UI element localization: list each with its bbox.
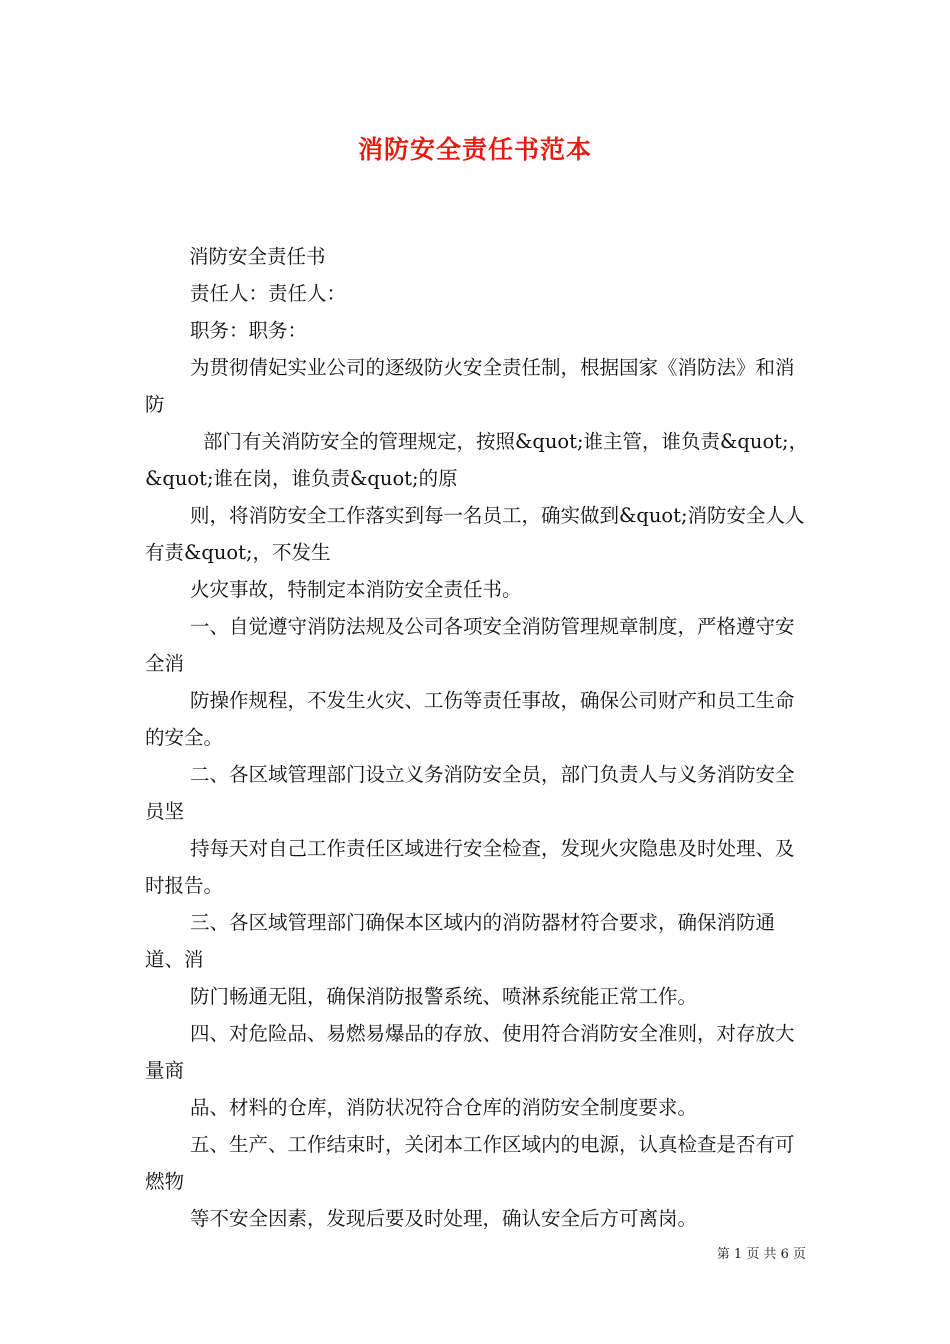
paragraph: 五、生产、工作结束时，关闭本工作区域内的电源，认真检查是否有可燃物 <box>145 1133 795 1193</box>
paragraph: 为贯彻倩妃实业公司的逐级防火安全责任制，根据国家《消防法》和消防 <box>145 356 795 416</box>
paragraph: 三、各区域管理部门确保本区域内的消防器材符合要求，确保消防通道、消 <box>145 911 776 971</box>
paragraph: 部门有关消防安全的管理规定，按照&quot;谁主管，谁负责&quot;，&quot;谁在岗，谁负责&quot;的原 <box>145 430 809 490</box>
paragraph: 一、自觉遵守消防法规及公司各项安全消防管理规章制度，严格遵守安全消 <box>145 615 795 675</box>
document-title: 消防安全责任书范本 <box>357 135 592 164</box>
paragraph: 持每天对自己工作责任区域进行安全检查，发现火灾隐患及时处理、及时报告。 <box>145 837 795 897</box>
paragraph: 等不安全因素，发现后要及时处理，确认安全后方可离岗。 <box>190 1207 698 1230</box>
position-line: 职务：职务： <box>190 319 308 342</box>
paragraph: 则，将消防安全工作落实到每一名员工，确实做到&quot;消防安全人人有责&quot;，不发生 <box>145 504 805 564</box>
paragraph: 防门畅通无阻，确保消防报警系统、喷淋系统能正常工作。 <box>190 985 698 1008</box>
paragraph: 四、对危险品、易燃易爆品的存放、使用符合消防安全准则，对存放大量商 <box>145 1022 795 1082</box>
paragraph: 二、各区域管理部门设立义务消防安全员，部门负责人与义务消防安全员坚 <box>145 763 795 823</box>
page-indicator: 第 1 页 共 6 页 <box>716 1247 806 1262</box>
paragraph: 防操作规程，不发生火灾、工伤等责任事故，确保公司财产和员工生命的安全。 <box>145 689 795 749</box>
responsible-person-line: 责任人：责任人： <box>190 282 347 305</box>
section-heading: 消防安全责任书 <box>189 245 326 268</box>
paragraph: 品、材料的仓库，消防状况符合仓库的消防安全制度要求。 <box>190 1096 698 1119</box>
document-body <box>145 238 810 1237</box>
paragraph: 火灾事故，特制定本消防安全责任书。 <box>190 578 522 601</box>
